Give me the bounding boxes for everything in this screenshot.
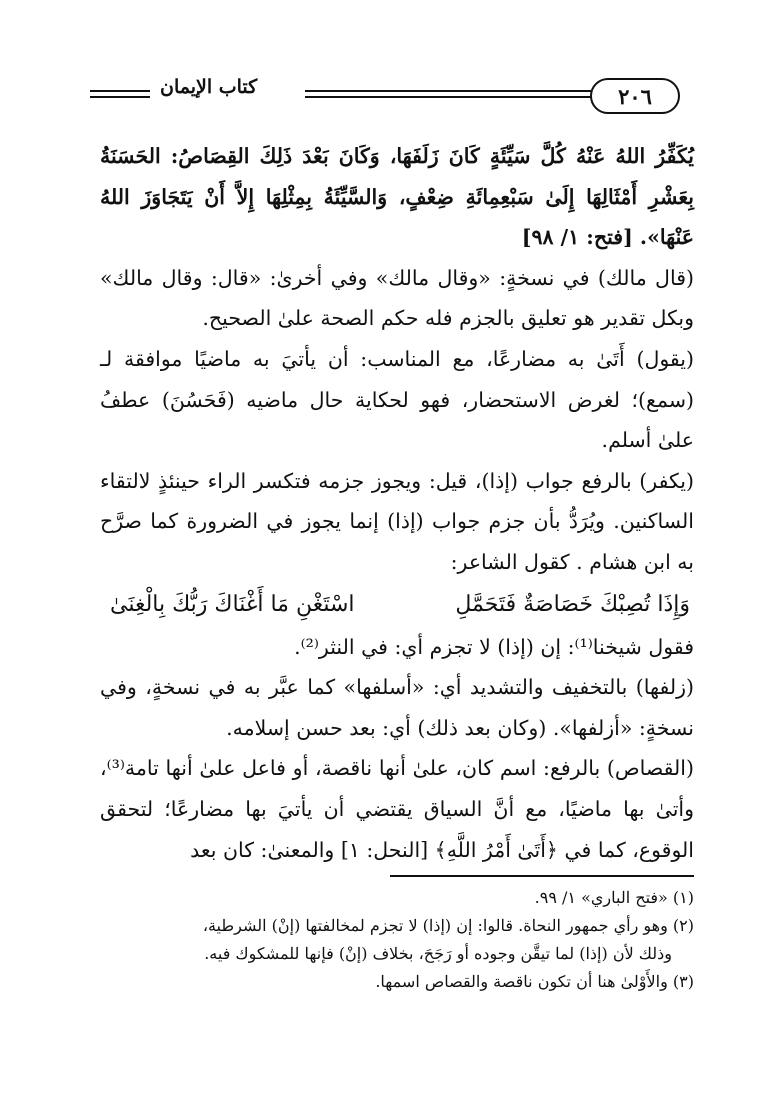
footnote-2-continued: وذلك لأن (إذا) لما تيقَّن وجوده أو رَجَحَ، بخلاف (إنْ) فإنها للمشكوك فيه. (204, 944, 672, 963)
footnote-separator (390, 875, 694, 877)
main-text (100, 136, 694, 870)
commentary-paragraph: فقول شيخنا⁽¹⁾: إن (إذا) لا تجزم أي: في النثر⁽²⁾. (294, 634, 694, 659)
header-rule-right (305, 90, 605, 98)
commentary-paragraph: (يكفر) بالرفع جواب (إذا)، قيل: ويجوز جزمه فتكسر الراء حينئذٍ لالتقاء الساكنين. ويُرَدُّ بأن جزم جواب (إذا) إنما يجوز في الضرورة كما صرَّح به ابن هشام . كقول الشاعر: (100, 468, 694, 574)
footnote-2: (٢) وهو رأي جمهور النحاة. قالوا: إن (إذا) لا تجزم لمخالفتها (إنْ) الشرطية، (202, 916, 694, 935)
verse-second-hemistich: اسْتَغْنِ مَا أَغْنَاكَ رَبُّكَ بِالْغِنَىٰ (110, 591, 355, 617)
footnote-3: (٣) والأَوْلىٰ هنا أن تكون ناقصة والقصاص اسمها. (375, 972, 694, 991)
commentary-paragraph: (قال مالك) في نسخةٍ: «وقال مالك» وفي أخرىٰ: «قال: وقال مالك» وبكل تقدير هو تعليق بالجزم فله حكم الصحة علىٰ الصحيح. (100, 265, 694, 331)
header-rule-left (90, 90, 150, 98)
page-number: ٢٠٦ (590, 78, 680, 114)
commentary-paragraph: (القصاص) بالرفع: اسم كان، علىٰ أنها ناقصة، أو فاعل علىٰ أنها تامة⁽³⁾، وأتىٰ بها ماضيًا، مع أنَّ السياق يقتضي أن يأتيَ بها مضارعًا؛ لتحقق الوقوع، كما في ﴿أَتَىٰ أَمْرُ اللَّهِ﴾ [النحل: ١] والمعنىٰ: كان بعد (100, 756, 694, 862)
page-header (90, 72, 680, 118)
commentary-paragraph: (زلفها) بالتخفيف والتشديد أي: «أسلفها» كما عبَّر به في نسخةٍ، وفي نسخةٍ: «أزلفها». (وكان بعد ذلك) أي: بعد حسن إسلامه. (100, 675, 694, 740)
footnotes (100, 884, 694, 996)
poetry-verse (100, 583, 694, 627)
book-title: كتاب الإيمان (160, 76, 258, 98)
footnote-1: (١) «فتح الباري» ١/ ٩٩. (534, 888, 694, 907)
commentary-paragraph: (يقول) أَتَىٰ به مضارعًا، مع المناسب: أن يأتيَ به ماضيًا موافقة لـ (سمع)؛ لغرض الاستحضار، فهو لحكاية حال ماضيه (فَحَسُنَ) عطفُ علىٰ أسلم. (100, 346, 694, 453)
verse-first-hemistich: وَإِذَا تُصِبْكَ خَصَاصَةٌ فَتَحَمَّلِ (455, 591, 690, 617)
hadith-text: يُكَفِّرُ اللهُ عَنْهُ كُلَّ سَيِّئَةٍ كَانَ زَلَفَهَا، وَكَانَ بَعْدَ ذَلِكَ القِصَاصُ: الحَسَنَةُ بِعَشْرِ أَمْثَالِهَا إِلَىٰ سَبْعِمِائَةِ ضِعْفٍ، وَالسَّيِّئَةُ بِمِثْلِهَا إِلاَّ أَنْ يَتَجَاوَزَ اللهُ عَنْهَا». [فتح: ١/ ٩٨] (100, 144, 694, 250)
